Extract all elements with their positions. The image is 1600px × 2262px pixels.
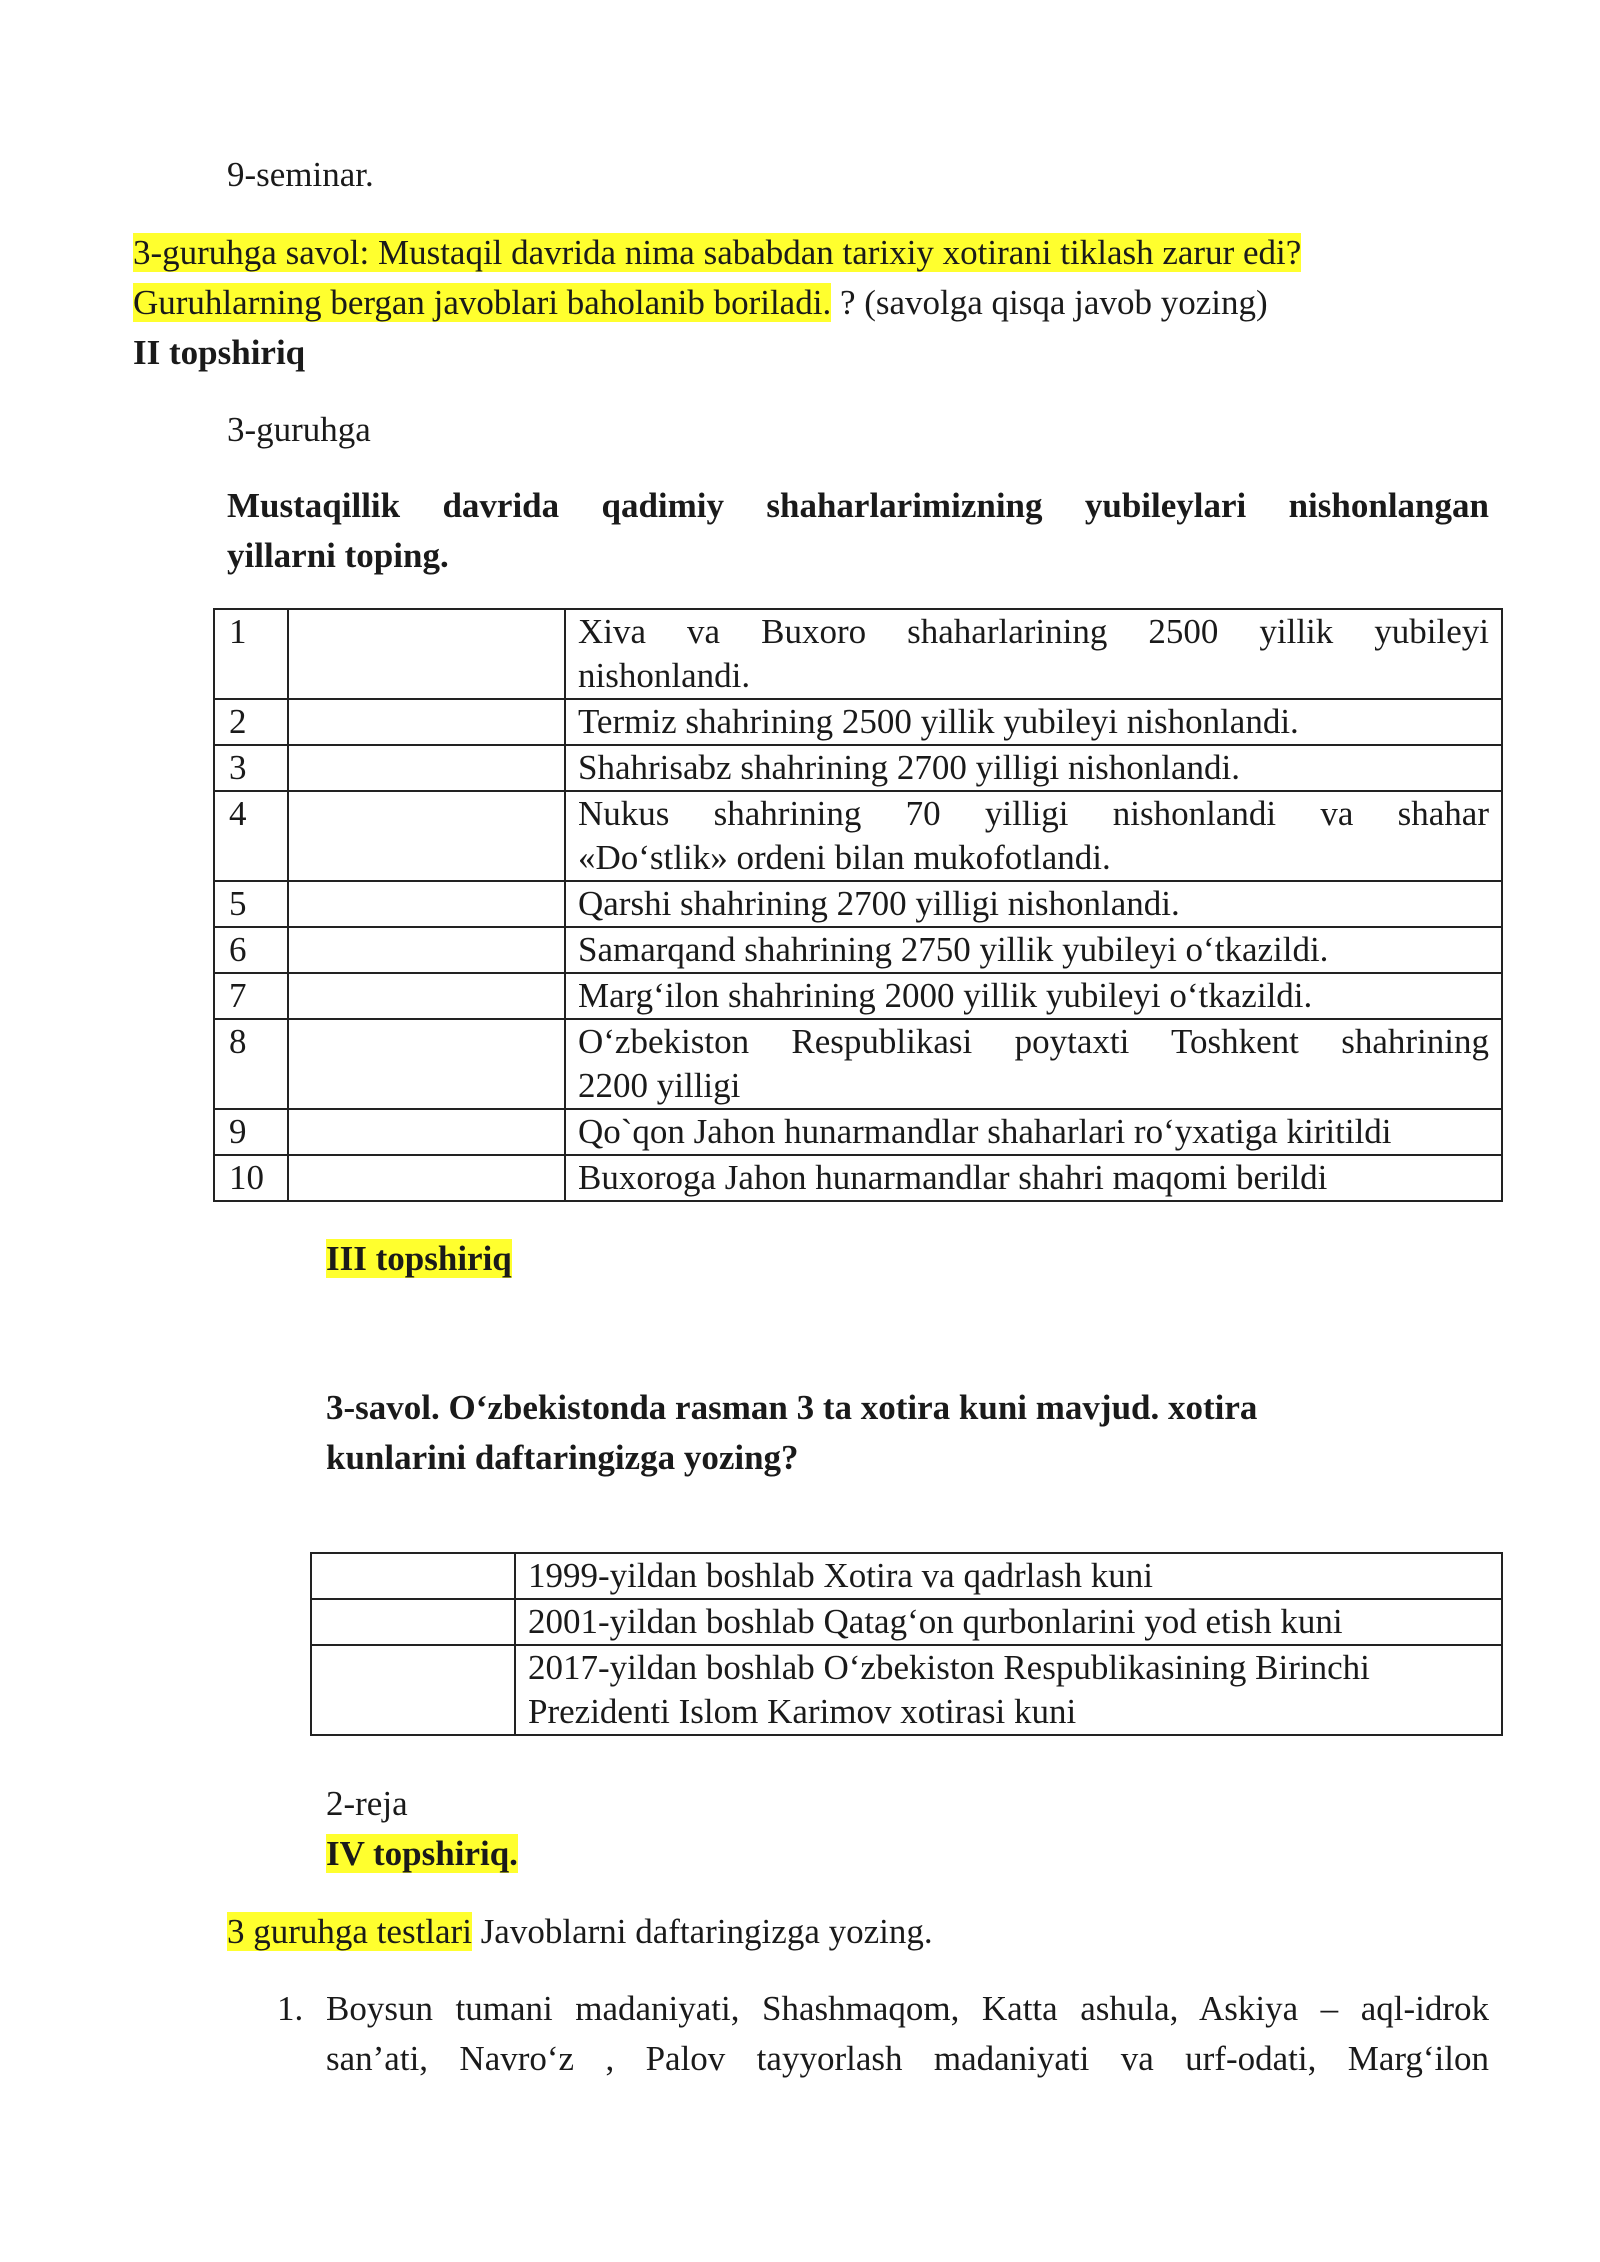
task3-question-line-2: kunlarini daftaringizga yozing? bbox=[326, 1438, 799, 1477]
task2-group: 3-guruhga bbox=[227, 410, 371, 449]
row-number: 8 bbox=[214, 1019, 288, 1109]
event-line-1: O‘zbekiston Respublikasi poytaxti Toshkent shahrining bbox=[578, 1022, 1489, 1061]
table-row bbox=[214, 881, 1502, 927]
year-cell bbox=[288, 1109, 565, 1155]
table-row bbox=[311, 1599, 1502, 1645]
year-cell bbox=[288, 745, 565, 791]
date-cell bbox=[311, 1645, 515, 1735]
task4-heading bbox=[326, 1829, 518, 1879]
year-cell bbox=[288, 927, 565, 973]
task2-prompt-line-2: yillarni toping. bbox=[227, 536, 449, 575]
question-instruction: ? (savolga qisqa javob yozing) bbox=[831, 283, 1268, 322]
table-row bbox=[214, 791, 1502, 881]
event-cell: Qo`qon Jahon hunarmandlar shaharlari ro‘yxatiga kiritildi bbox=[565, 1109, 1502, 1155]
table-row bbox=[311, 1645, 1502, 1735]
row-number: 7 bbox=[214, 973, 288, 1019]
task4-intro-highlight: 3 guruhga testlari bbox=[227, 1912, 472, 1951]
date-cell bbox=[311, 1553, 515, 1599]
row-number: 3 bbox=[214, 745, 288, 791]
event-cell: Qarshi shahrining 2700 yilligi nishonlandi. bbox=[565, 881, 1502, 927]
event-cell bbox=[565, 791, 1502, 881]
event-cell: Shahrisabz shahrining 2700 yilligi nishonlandi. bbox=[565, 745, 1502, 791]
task3-heading-highlight: III topshiriq bbox=[326, 1239, 512, 1278]
event-line-1: Xiva va Buxoro shaharlarining 2500 yillik yubileyi bbox=[578, 612, 1489, 651]
memory-day-line-1: 2017-yildan boshlab O‘zbekiston Respublikasining Birinchi bbox=[528, 1648, 1370, 1687]
task3-question-line-1: 3-savol. O‘zbekistonda rasman 3 ta xotira kuni mavjud. xotira bbox=[326, 1388, 1258, 1427]
event-cell: Marg‘ilon shahrining 2000 yillik yubileyi o‘tkazildi. bbox=[565, 973, 1502, 1019]
table-row bbox=[214, 1155, 1502, 1201]
row-number: 5 bbox=[214, 881, 288, 927]
year-cell bbox=[288, 973, 565, 1019]
event-line-2: «Do‘stlik» ordeni bilan mukofotlandi. bbox=[578, 838, 1111, 877]
table-row bbox=[214, 927, 1502, 973]
event-cell: Termiz shahrining 2500 yillik yubileyi nishonlandi. bbox=[565, 699, 1502, 745]
task4-heading-highlight: IV topshiriq. bbox=[326, 1834, 518, 1873]
row-number: 10 bbox=[214, 1155, 288, 1201]
event-cell: Samarqand shahrining 2750 yillik yubileyi o‘tkazildi. bbox=[565, 927, 1502, 973]
year-cell bbox=[288, 1019, 565, 1109]
table-row bbox=[214, 1109, 1502, 1155]
list-item-line-2: san’ati, Navro‘z , Palov tayyorlash madaniyati va urf-odati, Marg‘ilon bbox=[326, 2039, 1489, 2078]
table-row bbox=[311, 1553, 1502, 1599]
task4-intro-rest: Javoblarni daftaringizga yozing. bbox=[471, 1912, 933, 1951]
task4-intro bbox=[227, 1907, 933, 1957]
task3-heading bbox=[326, 1234, 512, 1284]
event-line-2: nishonlandi. bbox=[578, 656, 751, 695]
memory-day-cell: 2001-yildan boshlab Qatag‘on qurbonlarini yod etish kuni bbox=[515, 1599, 1502, 1645]
jubilee-table bbox=[213, 608, 1503, 1202]
event-cell bbox=[565, 1019, 1502, 1109]
table-row bbox=[214, 699, 1502, 745]
memory-days-table bbox=[310, 1552, 1503, 1736]
row-number: 9 bbox=[214, 1109, 288, 1155]
memory-day-cell: 1999-yildan boshlab Xotira va qadrlash kuni bbox=[515, 1553, 1502, 1599]
year-cell bbox=[288, 699, 565, 745]
task2-heading: II topshiriq bbox=[133, 333, 306, 372]
event-line-2: 2200 yilligi bbox=[578, 1066, 741, 1105]
question-highlight-1: 3-guruhga savol: Mustaqil davrida nima sababdan tarixiy xotirani tiklash zarur edi? bbox=[133, 233, 1302, 272]
table-row bbox=[214, 973, 1502, 1019]
year-cell bbox=[288, 791, 565, 881]
plan-label: 2-reja bbox=[326, 1784, 408, 1823]
question-line-1 bbox=[133, 228, 1301, 278]
table-row bbox=[214, 609, 1502, 699]
task2-prompt-line-1: Mustaqillik davrida qadimiy shaharlarimizning yubileylari nishonlangan bbox=[227, 486, 1489, 525]
list-item-line-1: Boysun tumani madaniyati, Shashmaqom, Katta ashula, Askiya – aql-idrok bbox=[326, 1989, 1489, 2028]
table-row bbox=[214, 1019, 1502, 1109]
event-cell bbox=[565, 609, 1502, 699]
seminar-title: 9-seminar. bbox=[227, 155, 374, 194]
event-cell: Buxoroga Jahon hunarmandlar shahri maqomi berildi bbox=[565, 1155, 1502, 1201]
event-line-1: Nukus shahrining 70 yilligi nishonlandi va shahar bbox=[578, 794, 1489, 833]
date-cell bbox=[311, 1599, 515, 1645]
row-number: 4 bbox=[214, 791, 288, 881]
question-line-2 bbox=[133, 278, 1268, 328]
row-number: 1 bbox=[214, 609, 288, 699]
list-item-number: 1. bbox=[277, 1989, 304, 2028]
memory-day-line-2: Prezidenti Islom Karimov xotirasi kuni bbox=[528, 1692, 1077, 1731]
year-cell bbox=[288, 609, 565, 699]
memory-day-cell bbox=[515, 1645, 1502, 1735]
question-highlight-2: Guruhlarning bergan javoblari baholanib boriladi. bbox=[133, 283, 832, 322]
row-number: 2 bbox=[214, 699, 288, 745]
year-cell bbox=[288, 881, 565, 927]
year-cell bbox=[288, 1155, 565, 1201]
table-row bbox=[214, 745, 1502, 791]
row-number: 6 bbox=[214, 927, 288, 973]
